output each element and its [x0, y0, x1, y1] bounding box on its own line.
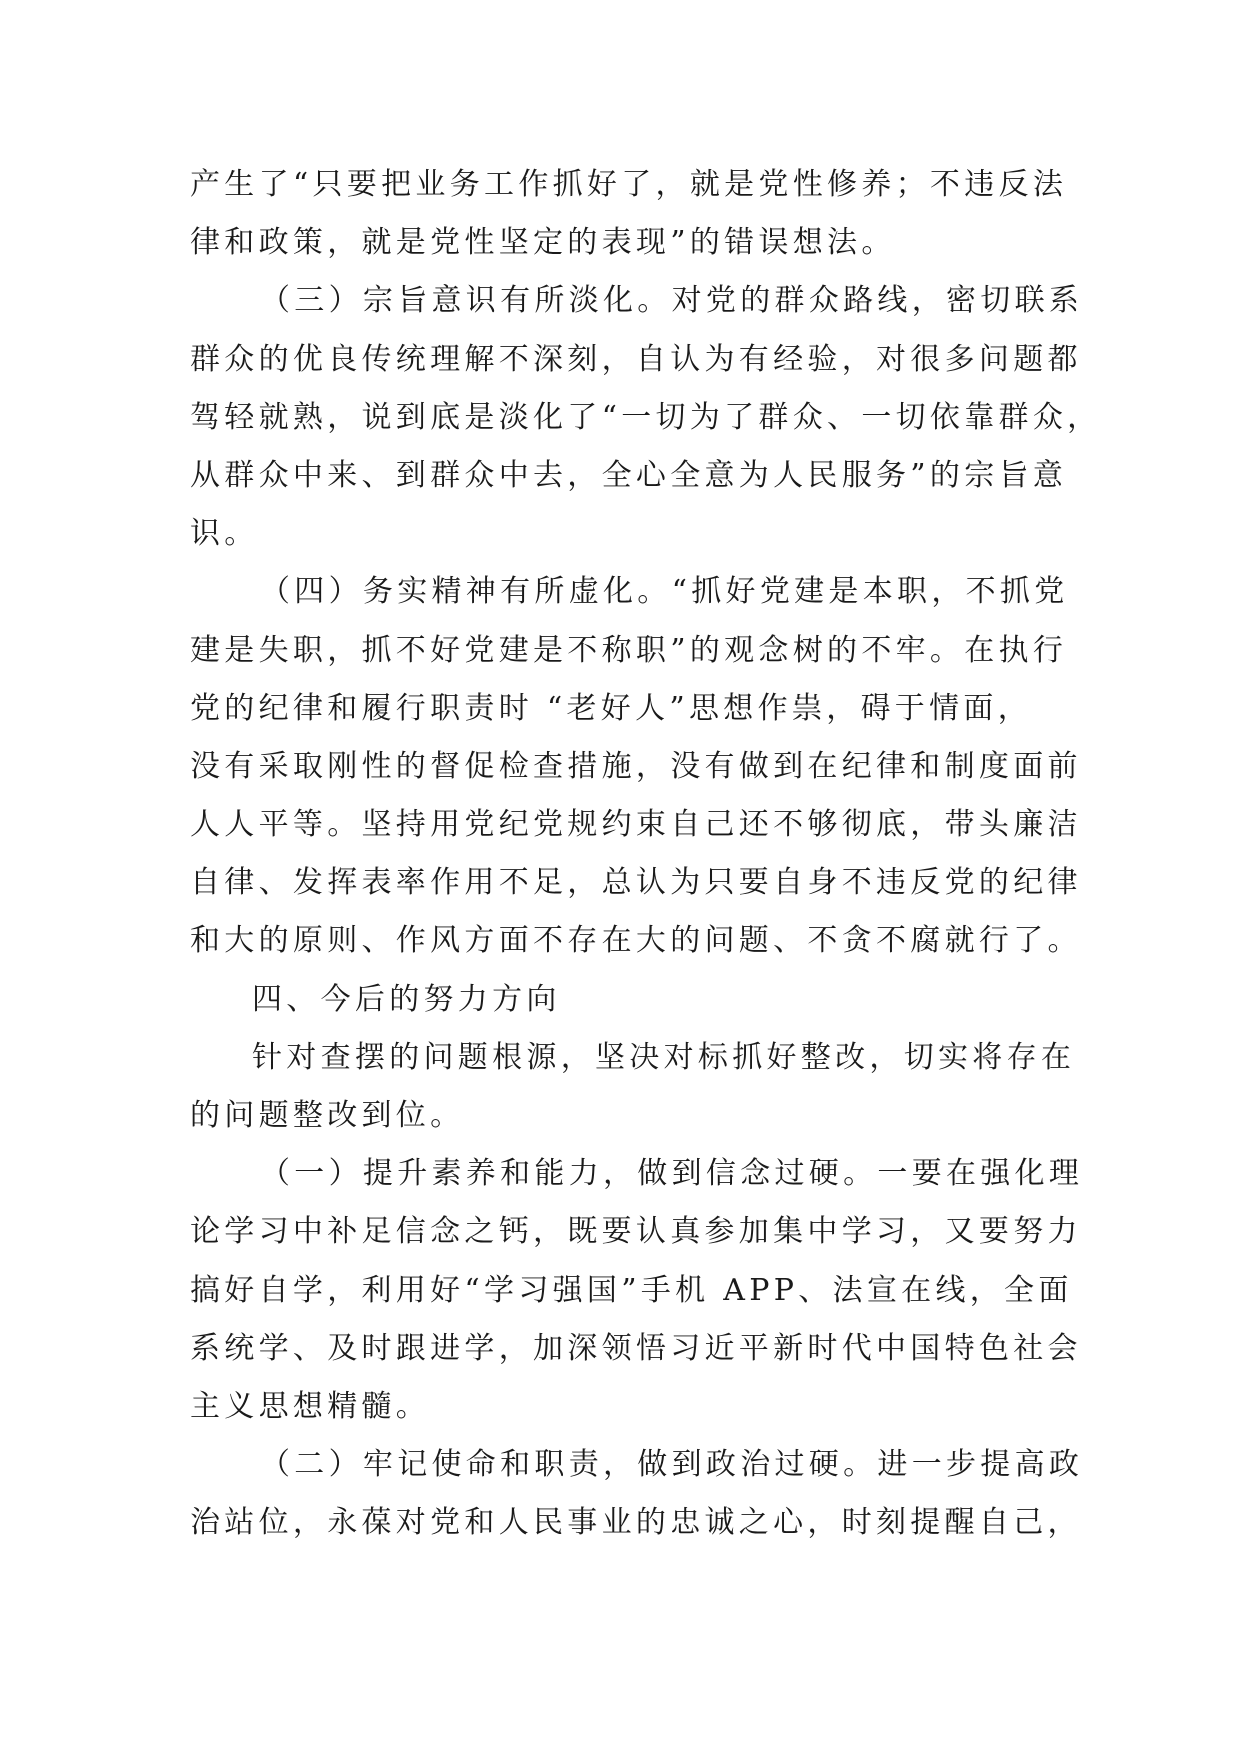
text-line-19: 论学习中补足信念之钙，既要认真参加集中学习，又要努力 — [190, 1214, 1082, 1250]
text-line-11: 没有采取刚性的督促检查措施，没有做到在纪律和制度面前 — [190, 748, 1082, 784]
text-line-9: 建是失职，抓不好党建是不称职”的观念树的不牢。在执行 — [190, 632, 1068, 668]
section-heading-3: （三）宗旨意识有所淡化。对党的群众路线，密切联系 — [260, 283, 1084, 319]
section-heading-4: （四）务实精神有所虚化。“抓好党建是本职，不抓党 — [260, 574, 1069, 610]
text-line-5: 驾轻就熟，说到底是淡化了“一切为了群众、一切依靠群众， — [190, 399, 1102, 435]
text-line-16: 针对查摆的问题根源，坚决对标抓好整改，切实将存在 — [252, 1039, 1076, 1075]
text-line-22: 主义思想精髓。 — [190, 1388, 431, 1424]
section-heading-2: （二）牢记使命和职责，做到政治过硬。进一步提高政 — [260, 1447, 1084, 1483]
document-body — [190, 156, 1102, 1553]
text-line-10: 党的纪律和履行职责时 “老好人”思想作祟，碍于情面， — [190, 690, 1033, 726]
text-line-13: 自律、发挥表率作用不足，总认为只要自身不违反党的纪律 — [190, 865, 1082, 901]
text-line-12: 人人平等。坚持用党纪党规约束自己还不够彻底，带头廉洁 — [190, 807, 1082, 843]
text-line-24: 治站位，永葆对党和人民事业的忠诚之心，时刻提醒自己， — [190, 1505, 1082, 1541]
text-line-4: 群众的优良传统理解不深刻，自认为有经验，对很多问题都 — [190, 341, 1082, 377]
text-line-1: 产生了“只要把业务工作抓好了，就是党性修养；不违反法 — [190, 167, 1068, 202]
text-line-17: 的问题整改到位。 — [190, 1098, 465, 1133]
text-line-7: 识。 — [190, 516, 259, 552]
text-line-14: 和大的原则、作风方面不存在大的问题、不贪不腐就行了。 — [190, 923, 1082, 959]
text-line-6: 从群众中来、到群众中去，全心全意为人民服务”的宗旨意 — [190, 457, 1068, 493]
text-line-2: 律和政策，就是党性坚定的表现”的错误想法。 — [190, 225, 896, 261]
section-heading-1: （一）提升素养和能力，做到信念过硬。一要在强化理 — [260, 1156, 1084, 1192]
text-line-20: 搞好自学，利用好“学习强国”手机 APP、法宣在线，全面 — [190, 1272, 1073, 1308]
text-line-21: 系统学、及时跟进学，加深领悟习近平新时代中国特色社会 — [190, 1330, 1082, 1366]
chapter-heading: 四、今后的努力方向 — [252, 981, 561, 1017]
